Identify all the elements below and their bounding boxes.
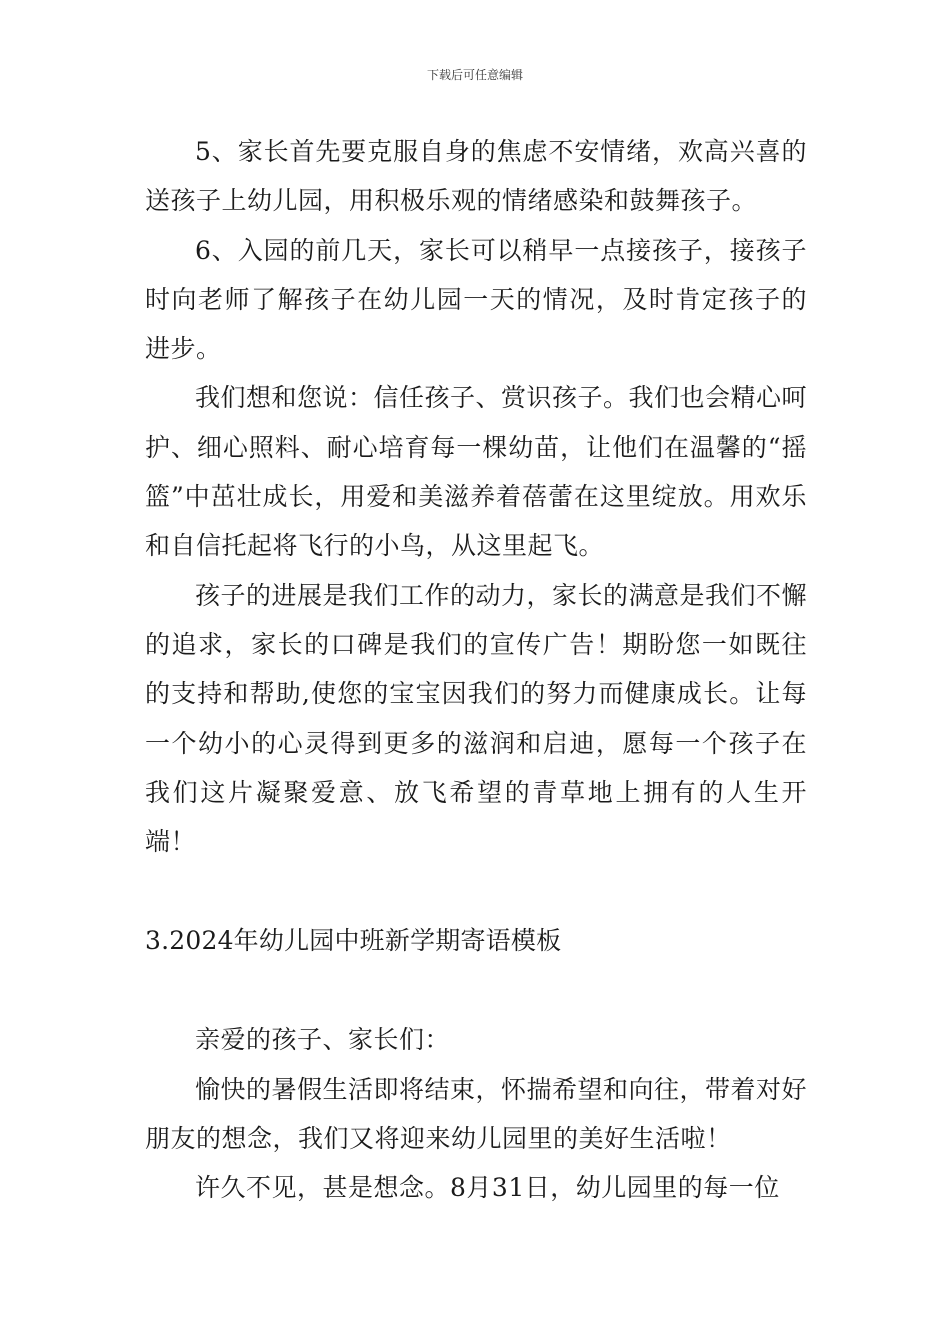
paragraph-parent-tip-5: 5、家长首先要克服自身的焦虑不安情绪，欢高兴喜的送孩子上幼儿园，用积极乐观的情绪感染和鼓舞孩子。: [145, 137, 807, 216]
section-heading: 3.2024年幼儿园中班新学期寄语模板: [145, 926, 562, 956]
paragraph-long-time-no-see: 许久不见，甚是想念。8月31日，幼儿园里的每一位: [195, 1173, 780, 1203]
page-header: 下载后可任意编辑: [426, 68, 523, 82]
paragraph-progress-motivation: 孩子的进展是我们工作的动力，家长的满意是我们不懈的追求，家长的口碑是我们的宣传广告！期盼您一如既往的支持和帮助,使您的宝宝因我们的努力而健康成长。让每一个幼小的心灵得到更多的滋润和启迪，愿每一个孩子在我们这片凝聚爱意、放飞希望的青草地上拥有的人生开端！: [145, 580, 808, 857]
paragraph-greeting: 亲爱的孩子、家长们：: [195, 1025, 451, 1055]
spacer: [145, 965, 807, 1015]
paragraph-trust-children: 我们想和您说：信任孩子、赏识孩子。我们也会精心呵护、细心照料、耐心培育每一棵幼苗，让他们在温馨的“摇篮”中茁壮成长，用爱和美滋养着蓓蕾在这里绽放。用欢乐和自信托起将飞行的小鸟，从这里起飞。: [145, 383, 808, 561]
spacer: [145, 866, 807, 916]
document-body: [145, 127, 807, 1213]
paragraph-summer-ending: 愉快的暑假生活即将结束，怀揣希望和向往，带着对好朋友的想念，我们又将迎来幼儿园里的美好生活啦！: [145, 1074, 808, 1154]
paragraph-parent-tip-6: 6、入园的前几天，家长可以稍早一点接孩子，接孩子时向老师了解孩子在幼儿园一天的情况，及时肯定孩子的进步。: [145, 235, 807, 364]
